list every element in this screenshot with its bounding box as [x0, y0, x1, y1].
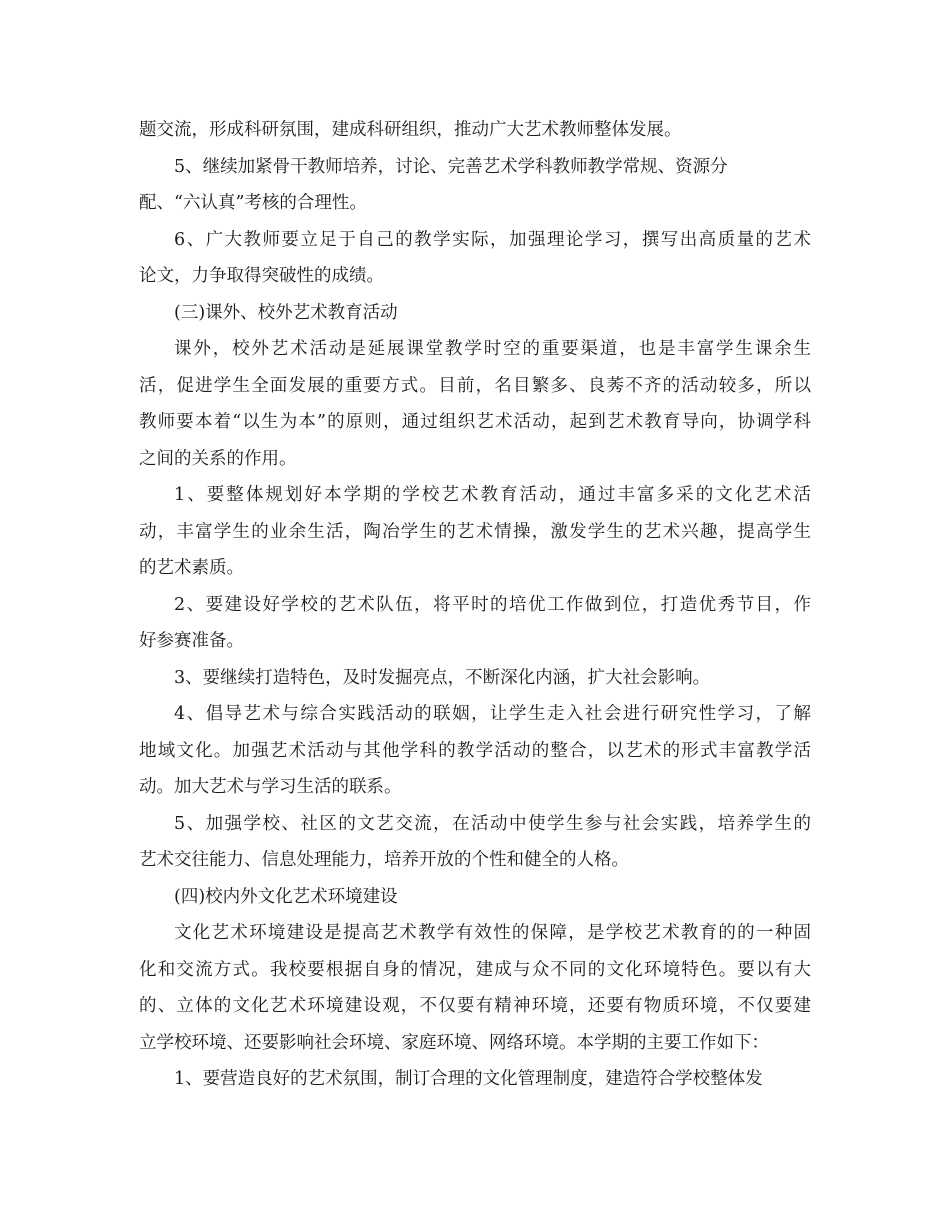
paragraph-research-continuation: [139, 112, 811, 149]
text-line: 1、要整体规划好本学期的学校艺术教育活动，通过丰富多采的文化艺术活: [174, 485, 811, 505]
text-line: 之间的关系的作用。: [139, 448, 297, 469]
section-heading-4: [139, 879, 811, 916]
text-line: 论文，力争取得突破性的成绩。: [139, 266, 384, 286]
section-heading-3: [139, 295, 811, 332]
section-heading-text: (四)校内外文化艺术环境建设: [174, 886, 398, 907]
text-line: 文化艺术环境建设是提高艺术教学有效性的保障，是学校艺术教育的的一种固: [174, 923, 811, 943]
text-line: 5、继续加紧骨干教师培养，讨论、完善艺术学科教师教学常规、资源分: [174, 156, 728, 177]
paragraph-item-2-art-team: [139, 587, 811, 660]
paragraph-item-1-art-atmosphere: [139, 1061, 811, 1098]
paragraph-extracurricular-intro: [139, 331, 811, 477]
text-line: 4、倡导艺术与综合实践活动的联姻，让学生走入社会进行研究性学习，了解: [174, 704, 811, 724]
text-line: 1、要营造良好的艺术氛围，制订合理的文化管理制度，建造符合学校整体发: [174, 1069, 763, 1089]
text-line: 6、广大教师要立足于自己的教学实际，加强理论学习，撰写出高质量的艺术: [174, 229, 811, 250]
paragraph-item-3-features: [139, 660, 811, 697]
text-line: 教师要本着“以生为本”的原则，通过组织艺术活动，起到艺术教育导向，协调学科: [139, 412, 811, 432]
text-line: 活，促进学生全面发展的重要方式。目前，名目繁多、良莠不齐的活动较多，所以: [139, 375, 811, 396]
section-heading-text: (三)课外、校外艺术教育活动: [174, 302, 398, 323]
paragraph-item-4-practice-activities: [139, 696, 811, 806]
paragraph-item-6-teacher-papers: [139, 222, 811, 295]
text-line: 好参赛准备。: [139, 631, 244, 651]
text-line: 地域文化。加强艺术活动与其他学科的教学活动的整合，以艺术的形式丰富教学活: [139, 740, 811, 761]
text-line: 5、加强学校、社区的文艺交流，在活动中使学生参与社会实践，培养学生的: [174, 813, 811, 834]
paragraph-item-5-backbone-teachers: [139, 149, 811, 222]
paragraph-environment-intro: [139, 915, 811, 1061]
text-line: 艺术交往能力、信息处理能力，培养开放的个性和健全的人格。: [139, 850, 629, 870]
text-line: 的艺术素质。: [139, 558, 244, 578]
text-line: 化和交流方式。我校要根据自身的情况，建成与众不同的文化环境特色。要以有大: [139, 959, 811, 980]
text-line: 配、“六认真”考核的合理性。: [139, 193, 367, 213]
text-line: 动。加大艺术与学习生活的联系。: [139, 777, 402, 797]
text-line: 题交流，形成科研氛围，建成科研组织，推动广大艺术教师整体发展。: [139, 120, 682, 140]
text-line: 立学校环境、还要影响社会环境、家庭环境、网络环境。本学期的主要工作如下：: [139, 1032, 769, 1053]
text-line: 2、要建设好学校的艺术队伍，将平时的培优工作做到位，打造优秀节目，作: [174, 594, 811, 615]
document-body: [139, 112, 811, 1098]
text-line: 的、立体的文化艺术环境建设观，不仅要有精神环境，还要有物质环境，不仅要建: [139, 996, 811, 1016]
text-line: 课外，校外艺术活动是延展课堂教学时空的重要渠道，也是丰富学生课余生: [174, 339, 811, 359]
paragraph-item-5-community-exchange: [139, 806, 811, 879]
text-line: 动，丰富学生的业余生活，陶冶学生的艺术情操，激发学生的艺术兴趣，提高学生: [139, 521, 811, 542]
text-line: 3、要继续打造特色，及时发掘亮点，不断深化内涵，扩大社会影响。: [174, 667, 711, 688]
paragraph-item-1-plan-activities: [139, 477, 811, 587]
